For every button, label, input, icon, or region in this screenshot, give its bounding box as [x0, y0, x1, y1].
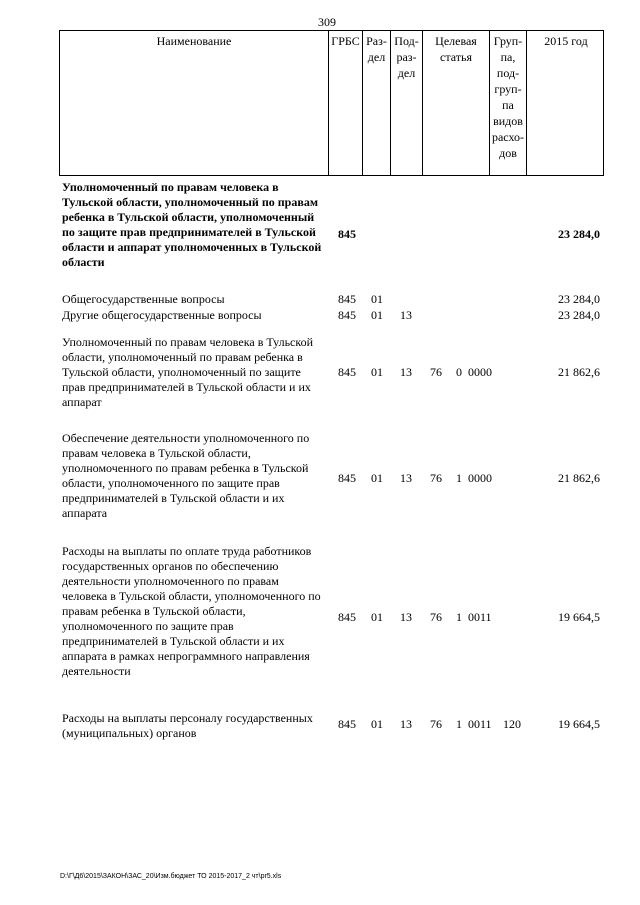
- row-razdel: 01: [371, 610, 383, 624]
- row-podrazdel: 13: [400, 610, 412, 624]
- row-target-3: 0011: [468, 717, 492, 731]
- row-value: 19 664,5: [558, 610, 600, 624]
- row-grbs: 845: [338, 610, 356, 624]
- header-group: Груп- па, под- груп- па видов расхо- дов: [490, 31, 527, 175]
- row-podrazdel: 13: [400, 308, 412, 322]
- row-target-2: 1: [456, 610, 462, 624]
- row-name: Уполномоченный по правам человека в Тульской области, уполномоченный по правам ребенка в Тульской области, уполномоченный по защите прав предпринимателей в Тульской области и аппарат уполномоченных в Тульской области: [62, 180, 322, 269]
- row-grbs: 845: [338, 292, 356, 306]
- row-name: Обеспечение деятельности уполномоченного по правам человека в Тульской области, уполномоченного по правам ребенка в Тульской области, уполномоченного по защите прав предпринимателей в Тульской области и их аппарата: [62, 431, 310, 520]
- row-value: 23 284,0: [558, 308, 600, 322]
- file-path-footer: D:\Г\Д6\2015\ЗАКОН\ЗАС_20\Изм.бюджет ТО 2015-2017_2 чт\pr5.xls: [60, 873, 282, 880]
- header-grbs: ГРБС: [329, 31, 363, 175]
- row-target-3: 0000: [468, 365, 492, 379]
- row-razdel: 01: [371, 308, 383, 322]
- row-razdel: 01: [371, 717, 383, 731]
- row-target-1: 76: [430, 610, 442, 624]
- row-target-2: 1: [456, 717, 462, 731]
- row-target-2: 1: [456, 471, 462, 485]
- header-razdel: Раз- дел: [363, 31, 391, 175]
- table-header: [59, 30, 604, 176]
- header-target: Целевая статья: [423, 31, 490, 175]
- page-number: 309: [318, 15, 336, 29]
- row-target-3: 0000: [468, 471, 492, 485]
- row-name: Расходы на выплаты персоналу государственных (муниципальных) органов: [62, 711, 313, 740]
- row-grbs: 845: [338, 717, 356, 731]
- row-podrazdel: 13: [400, 717, 412, 731]
- row-value: 19 664,5: [558, 717, 600, 731]
- row-podrazdel: 13: [400, 365, 412, 379]
- row-target-3: 0011: [468, 610, 492, 624]
- row-name: Другие общегосударственные вопросы: [62, 308, 262, 322]
- row-value: 21 862,6: [558, 471, 600, 485]
- row-grbs: 845: [338, 471, 356, 485]
- row-razdel: 01: [371, 471, 383, 485]
- header-podrazdel: Под- раз- дел: [391, 31, 423, 175]
- row-razdel: 01: [371, 365, 383, 379]
- header-name: Наименование: [60, 31, 329, 175]
- row-target-2: 0: [456, 365, 462, 379]
- header-year: 2015 год: [544, 34, 588, 48]
- row-target-1: 76: [430, 471, 442, 485]
- row-podrazdel: 13: [400, 471, 412, 485]
- row-razdel: 01: [371, 292, 383, 306]
- row-group: 120: [503, 717, 521, 731]
- row-grbs: 845: [338, 365, 356, 379]
- row-target-1: 76: [430, 365, 442, 379]
- row-value: 21 862,6: [558, 365, 600, 379]
- row-name: Расходы на выплаты по оплате труда работников государственных органов по обеспечению деятельности уполномоченного по правам человека в Тульской области, уполномоченного по правам ребенка в Тульской области, уполномоченного по защите прав предпринимателей в Тульской области и их аппарата в рамках непрограммного направления деятельности: [62, 544, 321, 678]
- row-grbs: 845: [338, 308, 356, 322]
- row-grbs: 845: [338, 227, 356, 241]
- row-value: 23 284,0: [558, 292, 600, 306]
- row-target-1: 76: [430, 717, 442, 731]
- row-value: 23 284,0: [558, 227, 600, 241]
- row-name: Общегосударственные вопросы: [62, 292, 225, 306]
- row-name: Уполномоченный по правам человека в Тульской области, уполномоченный по правам ребенка в Тульской области, уполномоченный по защите прав предпринимателей в Тульской области и их аппарат: [62, 335, 314, 409]
